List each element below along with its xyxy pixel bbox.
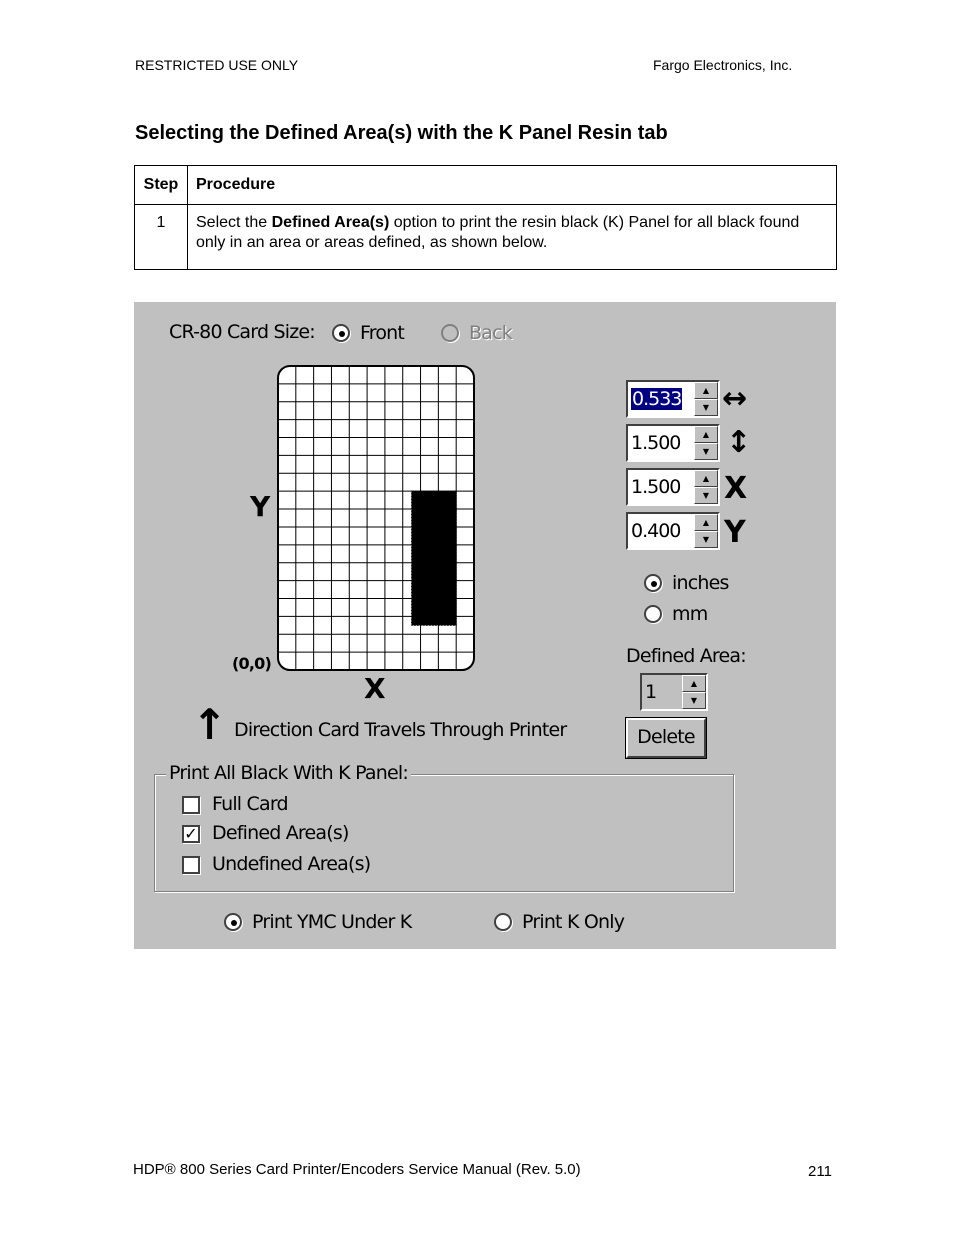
x-spinner[interactable] (626, 468, 720, 506)
page-number: 211 (808, 1163, 832, 1180)
procedure-text-after: option to print the resin black (K) Panel for all black found only in an area or areas defined, as shown below. (196, 214, 800, 251)
grid-y-label: Y (250, 490, 270, 523)
card-size-label: CR-80 Card Size: (169, 321, 315, 343)
spin-down-button[interactable]: ▼ (694, 399, 718, 416)
spin-up-button[interactable]: ▲ (682, 675, 706, 692)
back-label: Back (469, 322, 512, 344)
mm-radio[interactable] (644, 605, 662, 623)
mm-label[interactable]: mm (672, 603, 708, 625)
direction-text: Direction Card Travels Through Printer (234, 719, 567, 741)
procedure-text-bold: Defined Area(s) (271, 214, 390, 231)
procedure-table (134, 165, 837, 270)
table-header-row (135, 166, 837, 205)
print-k-only-radio[interactable] (494, 913, 512, 931)
x-icon: X (724, 471, 748, 506)
spin-down-button[interactable]: ▼ (694, 487, 718, 504)
defined-area-spinner[interactable] (640, 673, 708, 711)
back-radio[interactable] (441, 324, 459, 342)
y-spinner[interactable] (626, 512, 720, 550)
delete-button[interactable]: Delete (626, 718, 706, 758)
width-value[interactable]: 0.533 (632, 388, 682, 410)
spin-up-button[interactable]: ▲ (694, 514, 718, 531)
grid-x-label: X (364, 672, 385, 705)
undefined-areas-checkbox[interactable] (182, 856, 200, 874)
header-right: Fargo Electronics, Inc. (653, 57, 793, 73)
table-row (135, 205, 837, 270)
spin-down-button[interactable]: ▼ (682, 692, 706, 709)
front-label[interactable]: Front (360, 322, 405, 344)
k-panel-resin-dialog (134, 302, 836, 949)
width-arrows-icon: ↔ (722, 381, 748, 416)
height-value[interactable]: 1.500 (631, 432, 681, 454)
card-grid[interactable] (274, 362, 480, 674)
spin-up-button[interactable]: ▲ (694, 470, 718, 487)
x-value[interactable]: 1.500 (631, 476, 681, 498)
print-k-only-label[interactable]: Print K Only (522, 911, 625, 933)
header-left: RESTRICTED USE ONLY (135, 57, 299, 73)
spin-down-button[interactable]: ▼ (694, 443, 718, 460)
defined-area-label: Defined Area: (626, 645, 746, 667)
defined-area-rect[interactable] (412, 491, 457, 625)
print-ymc-under-k-radio[interactable] (224, 913, 242, 931)
full-card-label[interactable]: Full Card (212, 793, 288, 815)
defined-areas-checkbox[interactable]: ✓ (182, 825, 200, 843)
grid-origin-label: (0,0) (232, 654, 271, 673)
height-spinner[interactable] (626, 424, 720, 462)
y-value[interactable]: 0.400 (631, 520, 681, 542)
step-header: Step (135, 166, 188, 205)
height-arrows-icon: ↕ (726, 425, 752, 460)
section-title: Selecting the Defined Area(s) with the K Panel Resin tab (135, 122, 668, 144)
group-label: Print All Black With K Panel: (166, 762, 411, 784)
spin-up-button[interactable]: ▲ (694, 382, 718, 399)
step-number: 1 (135, 205, 188, 270)
defined-areas-label[interactable]: Defined Area(s) (212, 822, 349, 844)
spin-down-button[interactable]: ▼ (694, 531, 718, 548)
inches-label[interactable]: inches (672, 572, 729, 594)
print-ymc-under-k-label[interactable]: Print YMC Under K (252, 911, 412, 933)
full-card-checkbox[interactable] (182, 796, 200, 814)
front-radio[interactable] (332, 324, 350, 342)
procedure-text-before: Select the (196, 214, 272, 231)
spin-up-button[interactable]: ▲ (694, 426, 718, 443)
y-icon: Y (724, 515, 746, 550)
arrow-up-icon: ↑ (192, 700, 228, 749)
defined-area-value[interactable]: 1 (645, 681, 657, 703)
inches-radio[interactable] (644, 574, 662, 592)
undefined-areas-label[interactable]: Undefined Area(s) (212, 853, 371, 875)
footer-title: HDP® 800 Series Card Printer/Encoders Service Manual (Rev. 5.0) (133, 1161, 581, 1178)
procedure-header: Procedure (188, 166, 837, 205)
procedure-text (188, 205, 837, 270)
width-spinner[interactable] (626, 380, 720, 418)
